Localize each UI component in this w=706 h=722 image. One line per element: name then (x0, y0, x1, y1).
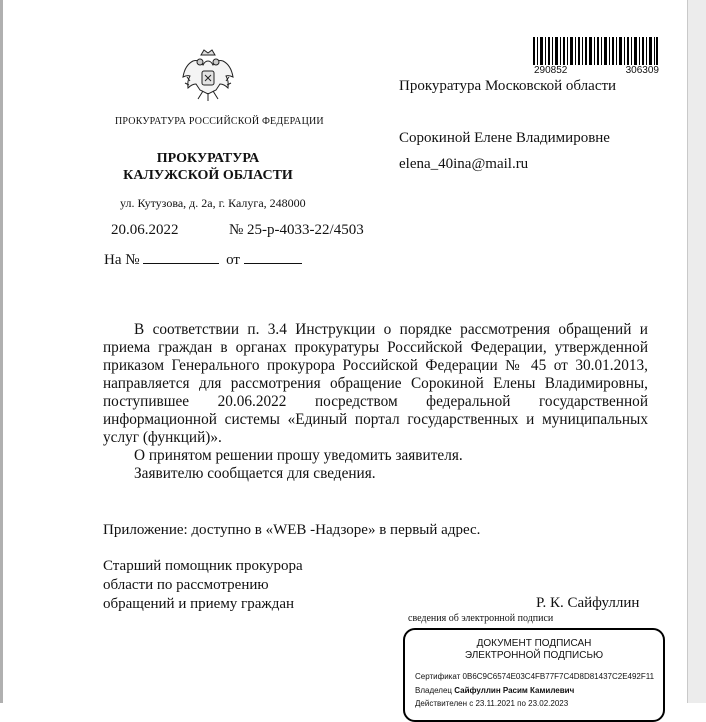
e-signature-caption: сведения об электронной подписи (408, 613, 554, 624)
letter-body (103, 321, 648, 483)
document-number: № 25-р-4033-22/4503 (229, 222, 364, 238)
stamp-owner-label: Владелец (415, 686, 453, 695)
org-address: ул. Кутузова, д. 2а, г. Калуга, 248000 (120, 196, 306, 210)
reference-prefix: На № (104, 252, 140, 268)
e-signature-stamp (403, 628, 665, 722)
attachment-note: Приложение: доступно в «WEB -Надзоре» в первый адрес. (103, 522, 481, 538)
document-date: 20.06.2022 (111, 222, 179, 238)
stamp-certificate (415, 672, 654, 681)
barcode-right-number: 306309 (625, 65, 659, 76)
signer-name: Р. К. Сайфуллин (536, 595, 640, 611)
org-name-line1: ПРОКУРАТУРА (156, 151, 260, 166)
body-paragraph-2: О принятом решении прошу уведомить заявителя. (134, 447, 463, 464)
signer-position-line2: области по рассмотрению (103, 577, 269, 593)
recipient-email[interactable]: elena_40ina@mail.ru (399, 156, 529, 172)
stamp-title (405, 638, 663, 662)
stamp-title-line2: ЭЛЕКТРОННОЙ ПОДПИСЬЮ (464, 650, 604, 661)
barcode-left-number: 290852 (534, 65, 568, 76)
page-right-scroll-area[interactable] (687, 0, 706, 703)
body-paragraph-3: Заявителю сообщается для сведения. (134, 465, 376, 482)
reference-line (104, 250, 302, 269)
signer-position (103, 557, 303, 614)
stamp-validity: Действителен с 23.11.2021 по 23.02.2023 (415, 699, 569, 708)
page-left-edge (0, 0, 3, 703)
coat-of-arms-icon (179, 47, 237, 105)
body-paragraph-1: В соответствии п. 3.4 Инструкции о порядке рассмотрения обращений и приема граждан в органах прокуратуры Российской Федерации, утвержденной приказом Генерального прокурора Российской Федерации № 45 от 30.01.2013, направляется для рассмотрения обращение Сорокиной Елены Владимировны, поступившее 20.06.2022 посредством федеральной государственной информационной системы «Единый портал государственных и муниципальных услуг (функций)». (103, 321, 648, 446)
reference-from-label: от (226, 252, 240, 268)
barcode-icon (533, 37, 658, 65)
stamp-certificate-value: 0B6C9C6574E03C4FB77F7C4D8D81437C2E492F11 (462, 672, 655, 681)
barcode-numbers (534, 65, 659, 76)
org-name-line2: КАЛУЖСКОЙ ОБЛАСТИ (123, 168, 293, 183)
agency-name: ПРОКУРАТУРА РОССИЙСКОЙ ФЕДЕРАЦИИ (115, 116, 324, 127)
org-name (120, 150, 296, 184)
stamp-owner-value: Сайфуллин Расим Камилевич (454, 686, 575, 695)
recipient-name: Сорокиной Елене Владимировне (399, 130, 610, 146)
reference-date-blank (244, 250, 302, 264)
reference-number-blank (143, 250, 219, 264)
stamp-certificate-label: Сертификат (415, 672, 461, 681)
recipient-office: Прокуратура Московской области (399, 78, 617, 94)
signer-position-line1: Старший помощник прокурора (103, 558, 303, 574)
signer-position-line3: обращений и приему граждан (103, 596, 295, 612)
stamp-owner (415, 686, 574, 695)
stamp-title-line1: ДОКУМЕНТ ПОДПИСАН (476, 638, 592, 649)
